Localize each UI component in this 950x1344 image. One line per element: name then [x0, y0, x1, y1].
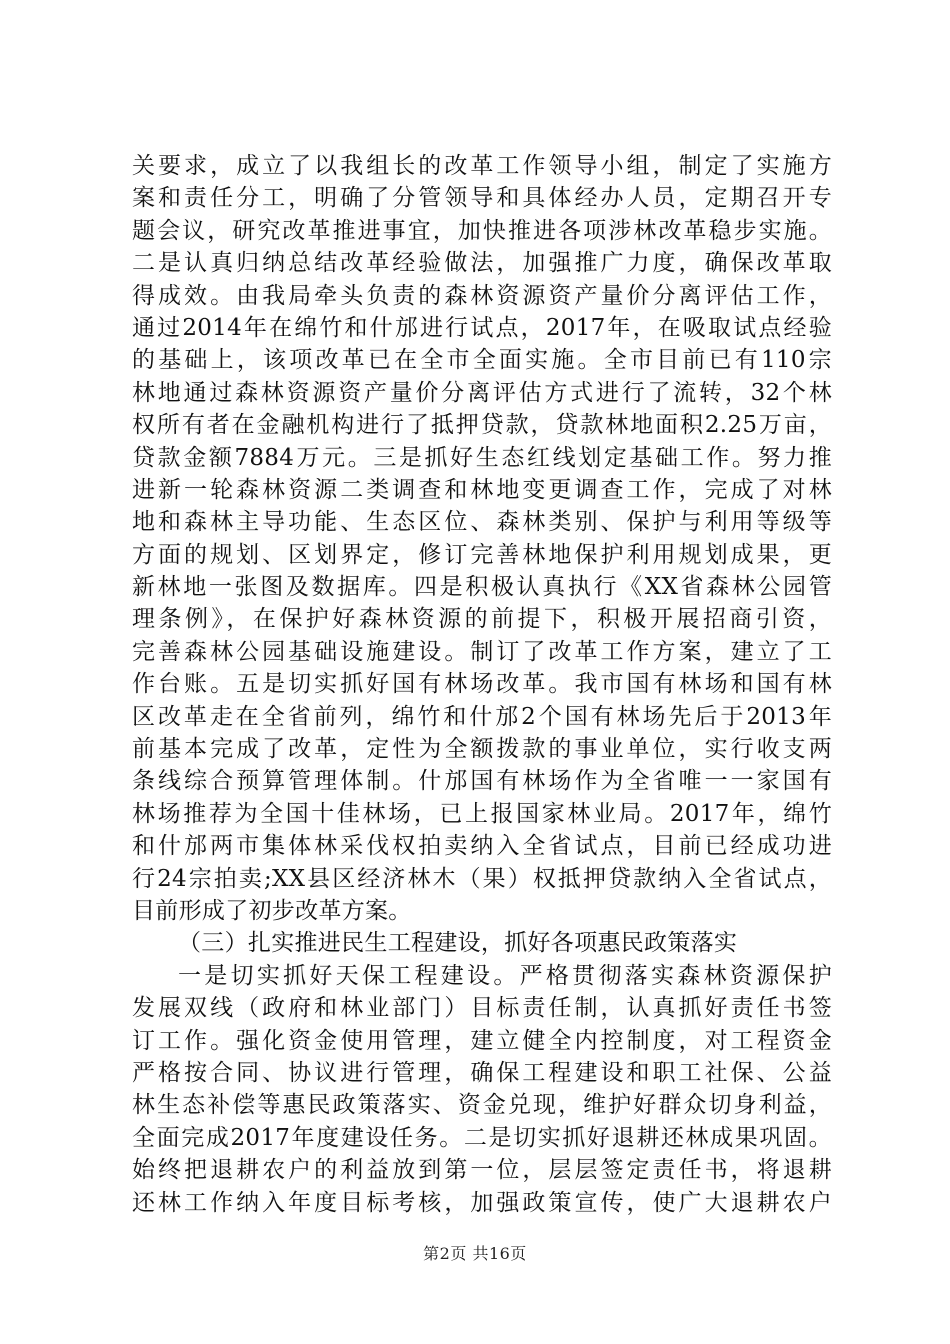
paragraph-line: 通过2014年在绵竹和什邡进行试点，2017年，在吸取试点经验: [132, 314, 832, 341]
section-heading: （三）扎实推进民生工程建设，抓好各项惠民政策落实: [178, 930, 738, 957]
paragraph-line: 林生态补偿等惠民政策落实、资金兑现，维护好群众切身利益，: [132, 1092, 832, 1119]
paragraph-line: 案和责任分工，明确了分管领导和具体经办人员，定期召开专: [132, 185, 832, 212]
paragraph-line: 贷款金额7884万元。三是抓好生态红线划定基础工作。努力推: [132, 444, 832, 471]
paragraph-line: 条线综合预算管理体制。什邡国有林场作为全省唯一一家国有: [132, 768, 832, 795]
paragraph-line: 区改革走在全省前列，绵竹和什邡2个国有林场先后于2013年: [132, 703, 832, 730]
paragraph-line: 目前形成了初步改革方案。: [132, 897, 412, 924]
paragraph-line: 前基本完成了改革，定性为全额拨款的事业单位，实行收支两: [132, 736, 832, 763]
paragraph-line: 二是认真归纳总结改革经验做法，加强推广力度，确保改革取: [132, 250, 832, 277]
paragraph-line: 的基础上，该项改革已在全市全面实施。全市目前已有110宗: [132, 347, 832, 374]
paragraph-line: 始终把退耕农户的利益放到第一位，层层签定责任书，将退耕: [132, 1157, 832, 1184]
paragraph-line: 作台账。五是切实抓好国有林场改革。我市国有林场和国有林: [132, 671, 832, 698]
paragraph-line: 发展双线（政府和林业部门）目标责任制，认真抓好责任书签: [132, 995, 832, 1022]
paragraph-line: 完善森林公园基础设施建设。制订了改革工作方案，建立了工: [132, 638, 832, 665]
paragraph-line: 进新一轮森林资源二类调查和林地变更调查工作，完成了对林: [132, 476, 832, 503]
paragraph-line: 得成效。由我局牵头负责的森林资源资产量价分离评估工作，: [132, 282, 832, 309]
paragraph-line: 地和森林主导功能、生态区位、森林类别、保护与利用等级等: [132, 509, 832, 536]
paragraph-line: 新林地一张图及数据库。四是积极认真执行《XX省森林公园管: [132, 574, 832, 601]
paragraph-line: 和什邡两市集体林采伐权拍卖纳入全省试点，目前已经成功进: [132, 833, 832, 860]
paragraph-line: 还林工作纳入年度目标考核，加强政策宣传，使广大退耕农户: [132, 1189, 832, 1216]
paragraph-line: 订工作。强化资金使用管理，建立健全内控制度，对工程资金: [132, 1027, 832, 1054]
paragraph-line: 题会议，研究改革推进事宜，加快推进各项涉林改革稳步实施。: [132, 217, 832, 244]
paragraph-line: 行24宗拍卖;XX县区经济林木（果）权抵押贷款纳入全省试点，: [132, 865, 832, 892]
paragraph-line: 林场推荐为全国十佳林场，已上报国家林业局。2017年，绵竹: [132, 800, 832, 827]
paragraph-line: 方面的规划、区划界定，修订完善林地保护利用规划成果，更: [132, 541, 832, 568]
document-body: [132, 150, 832, 1219]
paragraph-line: 理条例》，在保护好森林资源的前提下，积极开展招商引资，: [132, 606, 832, 633]
paragraph-line: 林地通过森林资源资产量价分离评估方式进行了流转，32个林: [132, 379, 832, 406]
paragraph-line: 全面完成2017年度建设任务。二是切实抓好退耕还林成果巩固。: [132, 1124, 832, 1151]
paragraph-line: 关要求，成立了以我组长的改革工作领导小组，制定了实施方: [132, 153, 832, 179]
paragraph-line: 严格按合同、协议进行管理，确保工程建设和职工社保、公益: [132, 1059, 832, 1086]
page-number-footer: 第2页 共16页: [423, 1244, 527, 1263]
paragraph-line: 一是切实抓好天保工程建设。严格贯彻落实森林资源保护: [178, 962, 832, 989]
paragraph-line: 权所有者在金融机构进行了抵押贷款，贷款林地面积2.25万亩，: [132, 412, 832, 439]
